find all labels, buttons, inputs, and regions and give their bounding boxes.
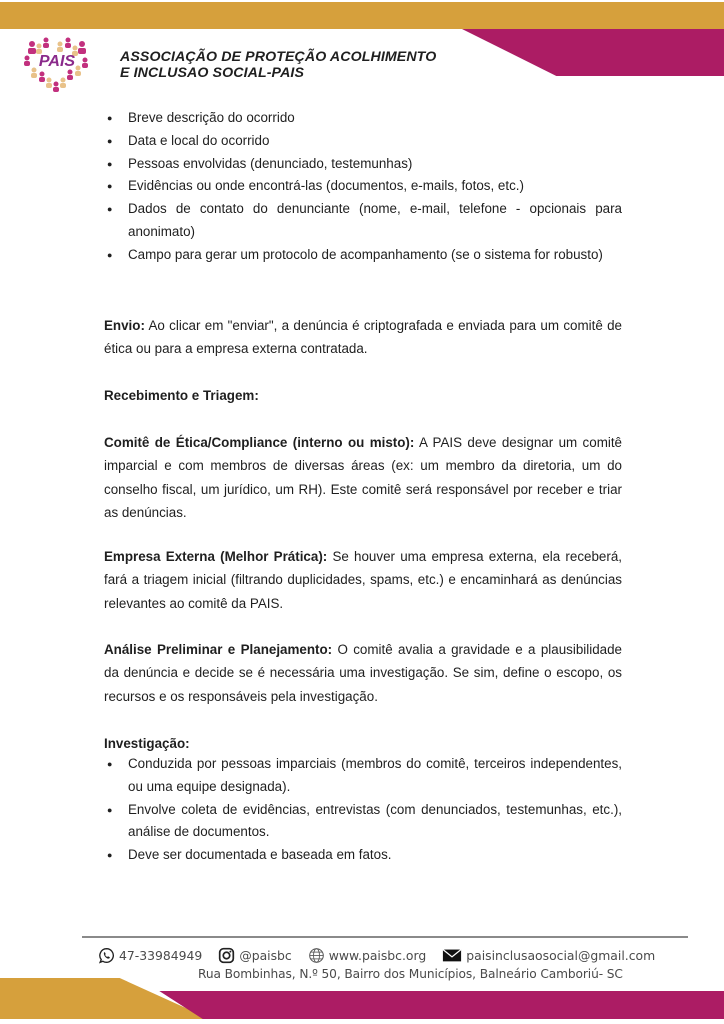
footer-phone[interactable] <box>98 947 202 964</box>
envio-label: Envio: <box>104 318 145 333</box>
list-item: ● Data e local do ocorrido <box>104 130 622 153</box>
heart-people-logo-icon <box>22 34 92 96</box>
list-item: ● Campo para gerar um protocolo de acompanhamento (se o sistema for robusto) <box>104 244 622 267</box>
email-address: paisinclusaosocial@gmail.com <box>466 947 656 963</box>
header-gold-band <box>0 2 724 29</box>
list-item: ● Breve descrição do ocorrido <box>104 107 622 130</box>
comite-text: A PAIS deve designar um comitê imparcial e com membros de diversas áreas (ex: um membro da diretoria, um do conselho fiscal, um jurídico, um RH). Este comitê será responsável por receber e triar as denúncias. <box>104 435 622 521</box>
investigacao-list <box>104 753 622 867</box>
list-item: ● Envolve coleta de evidências, entrevistas (com denunciados, testemunhas, etc.), análise de documentos. <box>104 799 622 845</box>
list-item: ● Deve ser documentada e baseada em fatos. <box>104 844 622 867</box>
footer-website[interactable] <box>308 947 427 964</box>
list-item: ● Dados de contato do denunciante (nome, e-mail, telefone - opcionais para anonimato) <box>104 198 622 244</box>
recebimento-heading: Recebimento e Triagem: <box>104 388 259 403</box>
footer-divider <box>82 936 688 938</box>
logo-text: PAIS <box>38 53 76 70</box>
list-item: ● Conduzida por pessoas imparciais (membros do comitê, terceiros independentes, ou uma equipe designada). <box>104 753 622 799</box>
header-magenta-band <box>462 29 724 76</box>
envio-paragraph <box>104 314 622 361</box>
footer-contacts <box>98 944 671 966</box>
org-title-line-2: E INCLUSAO SOCIAL-PAIS <box>120 65 305 81</box>
globe-icon <box>308 947 325 964</box>
empresa-externa-label: Empresa Externa (Melhor Prática): <box>104 549 328 564</box>
footer-email[interactable] <box>442 947 655 963</box>
list-item: ● Evidências ou onde encontrá-las (documentos, e-mails, fotos, etc.) <box>104 175 622 198</box>
instagram-handle: @paisbc <box>239 947 292 963</box>
envio-text: Ao clicar em "enviar", a denúncia é criptografada e enviada para um comitê de ética ou para a empresa externa contratada. <box>104 318 622 357</box>
mail-icon <box>442 947 462 963</box>
analise-text: O comitê avalia a gravidade e a plausibilidade da denúncia e decide se é necessária uma investigação. Se sim, define o escopo, os recursos e os responsáveis pela investigação. <box>104 642 622 704</box>
empresa-externa-text: Se houver uma empresa externa, ela receberá, fará a triagem inicial (filtrando duplicidades, spams, etc.) e encaminhará as denúncias relevantes ao comitê da PAIS. <box>104 549 622 611</box>
whatsapp-icon <box>98 947 115 964</box>
empresa-externa-paragraph <box>104 545 622 615</box>
website-url: www.paisbc.org <box>328 947 427 963</box>
footer-instagram[interactable] <box>218 947 291 964</box>
footer-address: Rua Bombinhas, N.º 50, Bairro dos Municípios, Balneário Camboriú- SC <box>198 967 623 981</box>
organization-title <box>120 49 436 81</box>
pais-logo <box>22 34 92 96</box>
org-title-line-1: ASSOCIAÇÃO DE PROTEÇÃO ACOLHIMENTO <box>120 49 437 65</box>
comite-paragraph <box>104 431 622 525</box>
phone-number: 47-33984949 <box>119 947 203 963</box>
instagram-icon <box>218 947 235 964</box>
list-item: ● Pessoas envolvidas (denunciado, testemunhas) <box>104 153 622 176</box>
comite-label: Comitê de Ética/Compliance (interno ou misto): <box>104 435 415 450</box>
form-fields-list <box>104 107 622 267</box>
investigacao-heading: Investigação: <box>104 736 190 751</box>
analise-paragraph <box>104 638 622 708</box>
analise-label: Análise Preliminar e Planejamento: <box>104 642 333 657</box>
